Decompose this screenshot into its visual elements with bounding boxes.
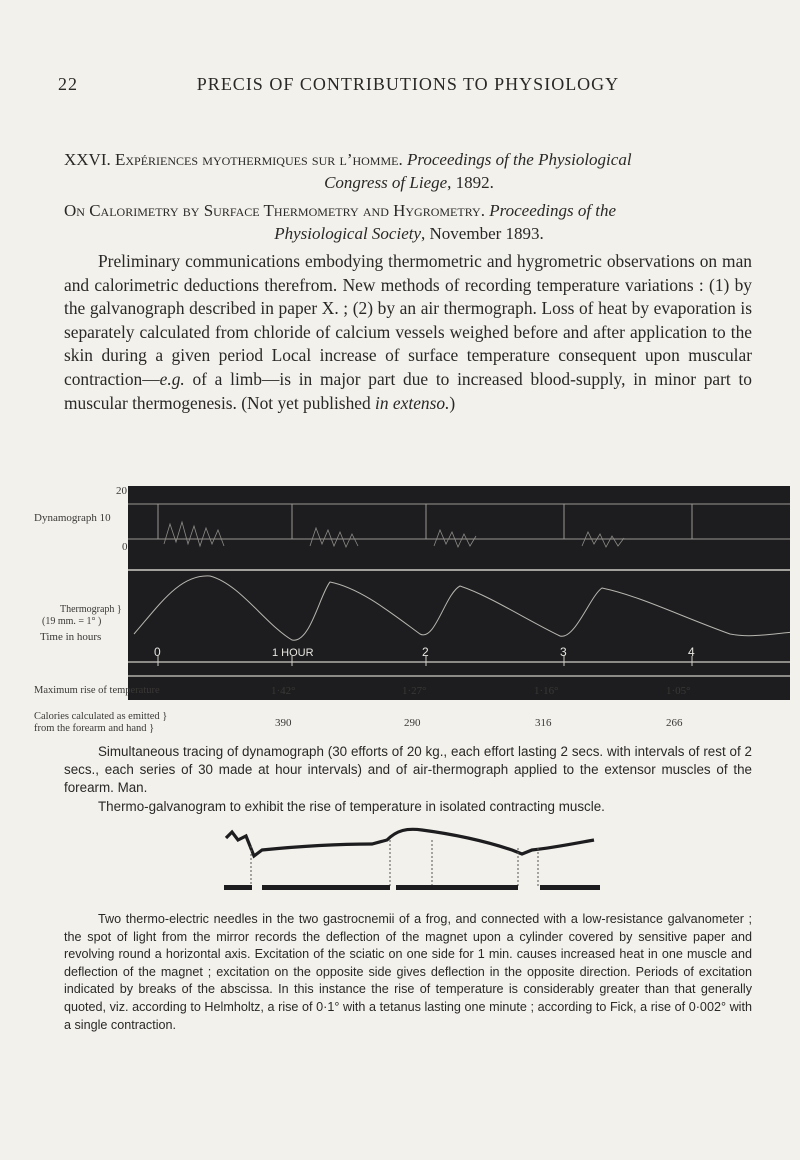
figure2-caption: Two thermo-electric needles in the two gastrocnemii of a frog, and connected with a low-resistance galvanometer ; the spot of light from the mirror records the deflection of the magnet upon a cylinder covered by sensitive paper and revolving round a horizontal axis. Excitation of the sciatic on one side for 1 min. causes increased heat in one muscle and deflection of the magnet ; excitation on the opposite side gives deflection in the opposite direction. Periods of excitation indicated by breaks of the abscissa. In this instance the rise of temperature is considerably greater than that generally quoted, viz. according to Helmholtz, a rise of 0·1° with a tetanus lasting one minute ; according to Fick, a rise of 0·002° with a single contraction.	[64, 912, 752, 1032]
calories-value-1: 390	[275, 717, 292, 729]
figure1-caption: Simultaneous tracing of dynamograph (30 efforts of 20 kg., each effort lasting 2 secs. with intervals of rest of 2 secs., each series of 30 made at hour intervals) and of air-thermograph applied to the extensor muscles of the forearm. Man.	[64, 744, 752, 795]
time-mark-1-hour: 1 HOUR	[272, 647, 314, 659]
abscissa-segment	[262, 885, 390, 890]
paragraph-text: Preliminary communications embodying thermometric and hygrometric observations on man and calorimetric deductions therefrom. New methods of recording temperature variations : (1) by the galvanograph described in paper X. ; (2) by an air thermograph. Loss of heat by evaporation is separately calculated from chloride of calcium vessels weighed before and after application to the skin during a given period Local increase of surface temperature consequent upon muscular contraction—	[64, 251, 752, 389]
max-rise-value-2: 1·27°	[402, 685, 427, 697]
dynamograph-scale-20: 20	[116, 485, 127, 497]
calories-value-2: 290	[404, 717, 421, 729]
time-mark-2: 2	[422, 645, 429, 659]
time-axis-label: Time in hours	[40, 631, 102, 643]
paragraph-in-extenso: in extenso.	[375, 392, 450, 413]
thermo-galvanogram-figure	[222, 826, 602, 896]
entry-venue: Congress of Liege	[324, 173, 448, 192]
abscissa-segment	[396, 885, 518, 890]
thermograph-scale-label: (19 mm. = 1° )	[42, 616, 102, 627]
dynamograph-label: Dynamograph 10	[34, 512, 111, 524]
running-title: PRECIS OF CONTRIBUTIONS TO PHYSIOLOGY	[196, 74, 620, 94]
max-rise-value-4: 1·05°	[666, 685, 691, 697]
entry-number: XXVI.	[64, 150, 111, 169]
calories-row-label-line1: Calories calculated as emitted }	[34, 711, 168, 722]
paragraph-text: )	[449, 392, 456, 413]
max-rise-value-1: 1·42°	[271, 685, 296, 697]
abscissa-segment	[224, 885, 252, 890]
entry-date: , 1892.	[447, 173, 494, 192]
tracing-plate	[30, 484, 790, 714]
figure2-title: Thermo-galvanogram to exhibit the rise of temperature in isolated contracting muscle.	[98, 799, 605, 814]
entry-proceedings: Proceedings of the	[489, 201, 617, 220]
max-rise-value-3: 1·16°	[534, 685, 559, 697]
entry-title: Expériences myothermiques sur l’homme.	[115, 150, 403, 169]
calories-row	[30, 711, 790, 743]
galvanogram-trace	[222, 826, 602, 896]
max-rise-row-label: Maximum rise of temperature	[34, 685, 160, 696]
paragraph-text: of a limb—is in major part due to increased blood-supply, in minor part to muscular thermogenesis. (Not yet published	[64, 368, 752, 413]
paragraph-eg: e.g.	[159, 368, 185, 389]
page-number: 22	[58, 74, 78, 94]
body-paragraph	[64, 250, 752, 415]
dynamograph-scale-0: 0	[122, 541, 128, 553]
dynamograph-thermograph-figure	[30, 484, 790, 714]
entry-venue: Physiological Society	[274, 224, 422, 243]
calories-row-label-line2: from the forearm and hand }	[34, 723, 155, 734]
time-mark-4: 4	[688, 645, 695, 659]
time-mark-0: 0	[154, 645, 161, 659]
thermograph-label: Thermograph }	[60, 604, 122, 615]
abscissa-segment	[540, 885, 600, 890]
entry-second-line	[64, 222, 754, 245]
entry-title: On Calorimetry by Surface Thermometry and Hygrometry.	[64, 201, 485, 220]
calories-value-3: 316	[535, 717, 552, 729]
time-mark-3: 3	[560, 645, 567, 659]
entry-date: , November 1893.	[421, 224, 544, 243]
calories-value-4: 266	[666, 717, 683, 729]
entry-second-line	[64, 171, 754, 194]
plate-background	[128, 486, 790, 700]
bibliography-entry-calorimetry	[64, 199, 754, 245]
bibliography-entry-xxvi	[64, 148, 754, 194]
entry-proceedings: Proceedings of the Physiological	[406, 150, 632, 169]
